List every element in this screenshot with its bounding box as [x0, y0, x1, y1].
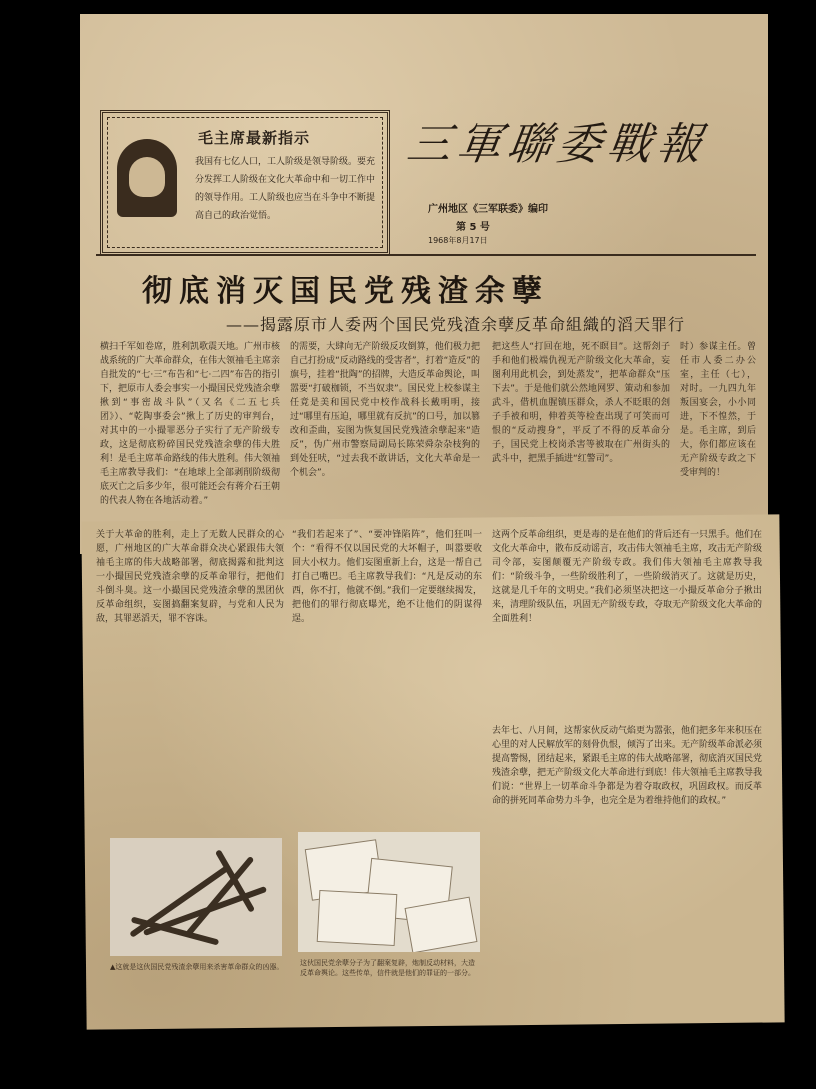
header-divider: [96, 254, 756, 256]
issue-number: 第 5 号: [456, 222, 490, 233]
instruction-box: [100, 110, 390, 255]
instruction-text: 我国有七亿人口，工人阶级是领导阶级。要充分发挥工人阶级在文化大革命中和一切工作中的领导作用。工人阶级也应当在斗争中不断提高自己的政治觉悟。: [195, 157, 376, 221]
publisher-line: 广州地区《三军联委》编印: [428, 204, 548, 215]
article-column-8: 去年七、八月间，这帮家伙反动气焰更为嚣张，他们把多年来积压在心里的对人民解放军的刻骨仇恨，倾泻了出来。无产阶级革命派必须提高警惕，团结起来，紧跟毛主席的伟大战略部署，彻底消灭国民党残渣余孽，把无产阶级文化大革命进行到底！伟大领袖毛主席教导我们说：“世界上一切革命斗争都是为着夺取政权，巩固政权。而反革命的拼死同革命势力斗争，也完全是为着维持他们的政权。”: [492, 726, 762, 806]
headline: 彻底消灭国民党残渣余孽: [142, 274, 549, 309]
documents-photo: [298, 832, 480, 952]
subheadline: ——揭露原市人委两个国民党残渣余孽反革命組織的滔天罪行: [226, 315, 686, 334]
photo-caption-left: ▲这就是这伙国民党残渣余孽用来杀害革命群众的凶器。: [110, 963, 284, 971]
article-column-3: 把这些人“打回在地，死不瞑目”。这帮刽子手和他们极端仇视无产阶级文化大革命，妄图利用此机会，到处蒸发”，把革命群众“压下去”。于是他们就公然地网罗、策动和参加武斗，借机血腥镇压群众，杀人不眨眼的刽子手被和明，伸着英等检查出现了可笑而可恨的“反动搜身”，平反了不得的反革命分子，国民党上校岗杀害等被取在广州街头的武斗中，把黑手插进“红警司”。: [492, 342, 670, 464]
instruction-title: 毛主席最新指示: [198, 129, 311, 147]
article-column-5: 关于大革命的胜利，走上了无数人民群众的心愿，广州地区的广大革命群众决心紧跟伟大领袖毛主席的伟大战略部署，彻底揭露和批判这一小撮国民党残渣余孽的反革命罪行，把他们斗倒斗臭。这一小撮国民党残渣余孽的黑团伙反革命组织，妄图搞翻案复辟，与党和人民为敌，其罪恶滔天，罪不容诛。: [96, 530, 284, 624]
portrait-face: [129, 157, 165, 197]
weapons-photo: [110, 838, 282, 956]
article-column-4: 时）参谋主任。曾任市人委二办公室，主任（七），对时。一九四九年叛国宴会，小小同进，下不惶然，于是。毛主席，到后大，你们都应该在无产阶级专政之下受审判的！: [680, 342, 756, 478]
article-column-7: 这两个反革命组织，更是毒的是在他们的背后还有一只黑手。他们在文化大革命中，散布反动谣言，攻击伟大领袖毛主席，攻击无产阶级司令部，妄图颠覆无产阶级专政。我们伟大领袖毛主席教导我们：“阶级斗争，一些阶级胜利了，一些阶级消灭了。这就是历史，这就是几千年的文明史。”我们必须坚决把这一小撮反革命分子揪出来，清理阶级队伍，巩固无产阶级专政，夺取无产阶级文化大革命的全面胜利！: [492, 530, 762, 624]
article-column-2: 的需要，大肆向无产阶级反攻倒算，他们极力把自己打扮成“反动路线的受害者”，打着“造反”的旗号，挂着“批陶”的招牌，大造反革命舆论，叫嚣要“打破枷锁，不当奴隶”。国民党上校参谋主任竟是美和国民党中校作战科长戴明明，接过“哪里有压迫，哪里就有反抗”的口号，加以篡改和歪曲，妄图为恢复国民党残渣余孽起来“造反”，伪广州市警察局副局长陈荣舜杂杂枝狗的到处狂吠，“过去我不敢讲话，文化大革命是一个机会”。: [290, 342, 480, 478]
article-column-6: “我们若起来了”、“要冲锋陷阵”，他们狂叫一个：“看得不仅以国民党的大坏帽子，叫嚣要收回大小权力。他们妄图重新上台，这是一帮自己打自己嘴巴。毛主席教导我们：“凡是反动的东西，你不打，他就不倒。”我们一定要继续揭发，把他们的罪行彻底曝光，绝不让他们的阴谋得逞。: [292, 530, 482, 624]
photo-caption-right: 这伙国民党余孽分子为了翻案复辟，炮制反动材料，大造反革命舆论。这些传单，信件就是他们的罪证的一部分。: [300, 959, 475, 977]
masthead-title: 三軍聯委戰報: [403, 119, 711, 170]
document-sheet: [317, 890, 398, 946]
issue-date: 1968年8月17日: [428, 236, 488, 245]
article-column-1: 横扫千军如卷席，胜利凯歌震天地。广州市核战系统的广大革命群众，在伟大领袖毛主席亲自批发的“七·三”布告和“七·二四”布告的指引下，把原市人委会事实一小撮国民党残渣余孽揪到“事密战斗队”（又名《二五七兵团》）、“乾陶事委会”揪上了历史的审判台，对其中的一小撮罪恶分子实行了无产阶级专政，这是彻底粉碎国民党残渣余孽的伟大胜利！是毛主席革命路线的伟大胜利。伟大领袖毛主席教导我们：“在地球上全部剥削阶级彻底灭亡之后多少年，很可能还会有蒋介石王朝的代表人物在各地活动着。”: [100, 342, 280, 506]
portrait-image: [117, 139, 177, 217]
